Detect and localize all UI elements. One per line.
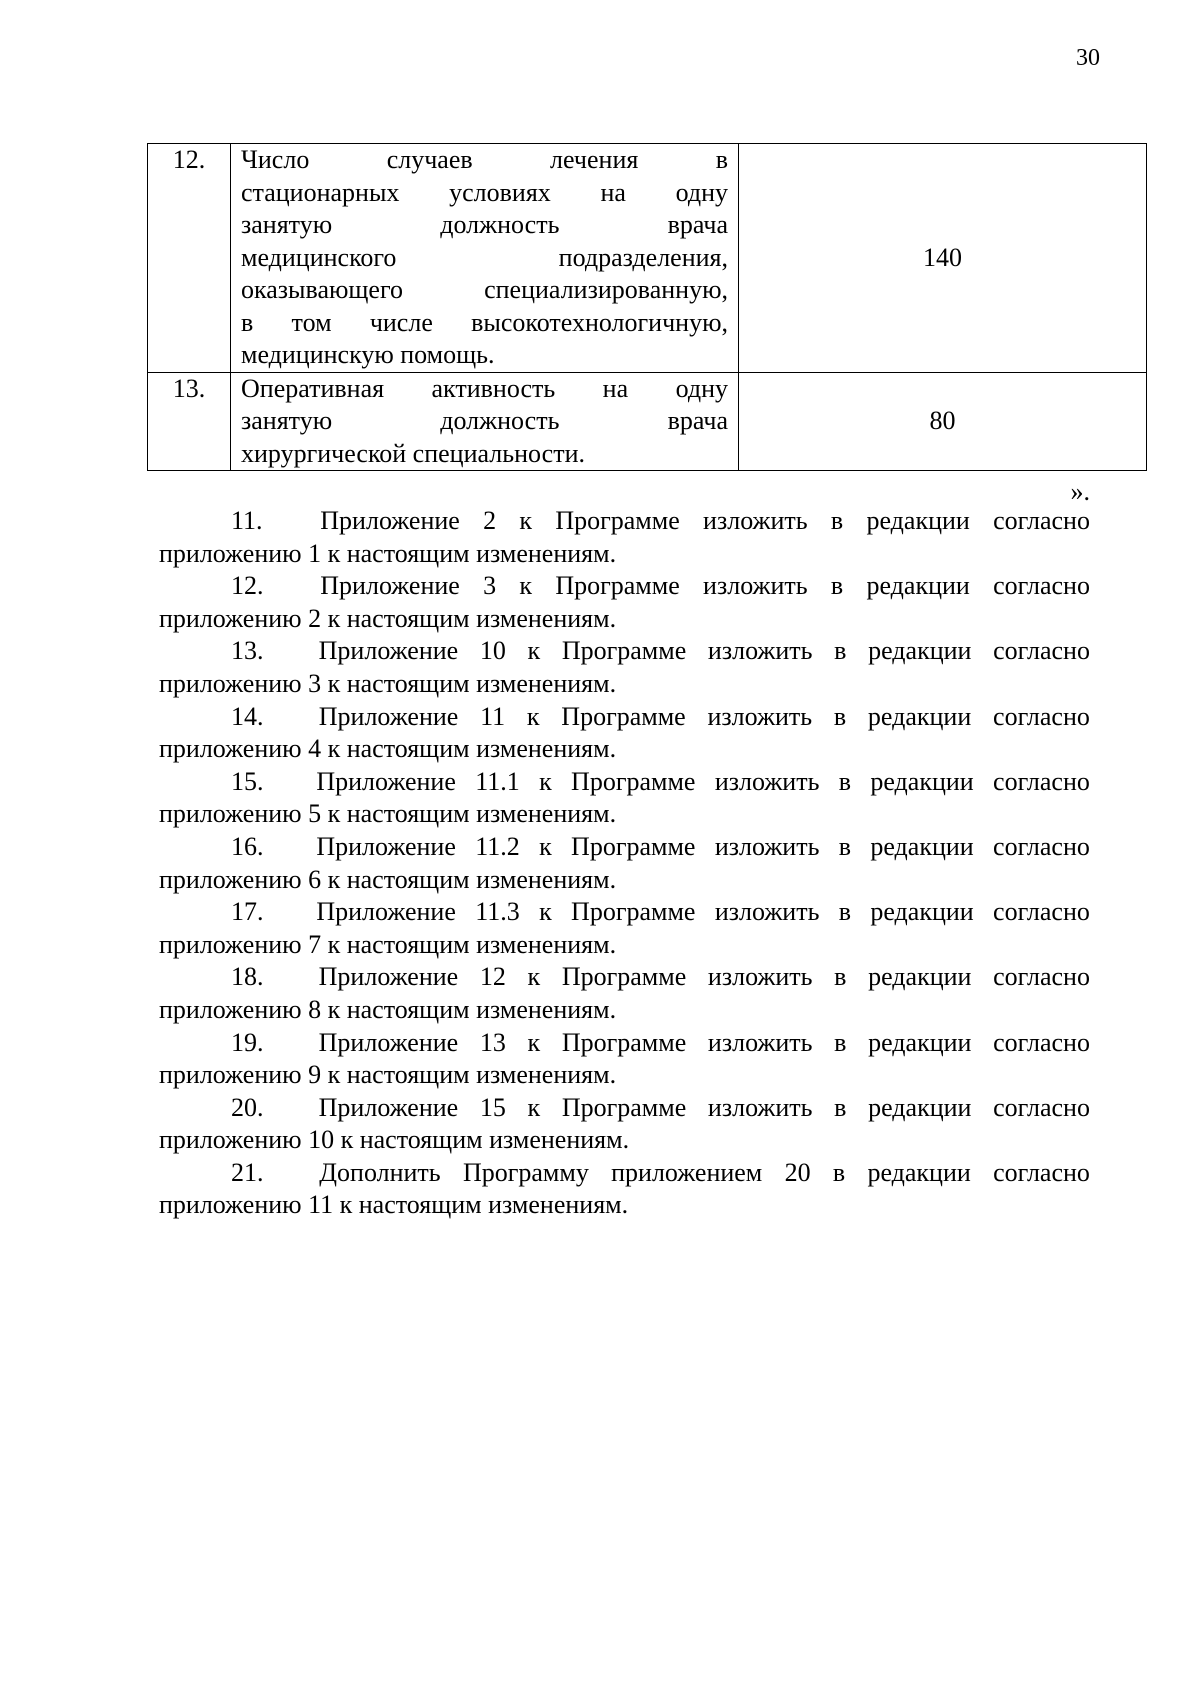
amendment-item-word: согласно [993, 897, 1090, 927]
amendment-item-word: Приложение [316, 766, 456, 796]
indicators-table [147, 143, 1147, 471]
amendment-item-word: Программе [571, 831, 696, 861]
amendment-item-first-line [159, 766, 1090, 799]
amendment-item [159, 701, 1090, 766]
amendment-item-continuation: приложению 8 к настоящим изменениям. [159, 994, 617, 1024]
indicator-description-line: оказывающего специализированную, [241, 275, 728, 304]
amendment-item-word: к [527, 1027, 541, 1057]
amendment-item [159, 505, 1090, 570]
amendment-item-continuation: приложению 1 к настоящим изменениям. [159, 538, 617, 568]
indicator-description-line: стационарных условиях на одну [241, 177, 728, 207]
amendment-item-word: изложить [707, 962, 813, 992]
amendment-item-word: изложить [703, 571, 808, 601]
amendment-item-number: 16. [231, 831, 264, 861]
amendment-item [159, 831, 1090, 896]
amendment-item-word: Приложение [318, 1027, 459, 1057]
amendment-item-word: приложением [611, 1157, 763, 1187]
amendment-item-word: к [519, 506, 533, 535]
amendment-item-word: изложить [714, 766, 820, 796]
amendment-item-word: в [834, 1092, 847, 1122]
indicator-description-line: медицинскую помощь. [241, 340, 495, 369]
amendment-item-first-line [159, 896, 1090, 929]
indicator-value: 140 [739, 144, 1147, 373]
amendment-item-continuation: приложению 4 к настоящим изменениям. [159, 734, 617, 764]
indicator-value: 80 [739, 372, 1147, 471]
amendment-item-word: Приложение [318, 962, 459, 992]
amendment-item-word: 11.2 [475, 831, 520, 861]
amendment-item-word: 2 [483, 506, 497, 535]
amendment-item-word: редакции [867, 1157, 971, 1187]
amendment-item-word: в [834, 636, 847, 666]
amendment-item-number: 19. [231, 1027, 264, 1057]
closing-quote: ». [1070, 477, 1090, 506]
amendment-item-first-line [159, 635, 1090, 668]
amendment-item-first-line [159, 1157, 1090, 1190]
page-number: 30 [1076, 45, 1100, 71]
amendment-item-word: изложить [714, 897, 820, 927]
amendment-item-word: 10 [479, 636, 506, 666]
amendment-item-word: редакции [866, 506, 970, 535]
amendment-item-word: к [526, 701, 540, 731]
indicator-description-line: Оперативная активность на одну [241, 373, 728, 403]
amendment-item-word: Приложение [318, 701, 459, 731]
amendment-item-word: согласно [993, 1027, 1090, 1057]
amendment-item-word: Приложение [318, 1092, 459, 1122]
amendment-item-word: в [838, 766, 852, 796]
amendment-item-continuation: приложению 6 к настоящим изменениям. [159, 864, 617, 894]
amendment-item-word: 12 [479, 962, 506, 992]
amendment-item-word: к [539, 766, 552, 796]
amendment-item-word: согласно [993, 766, 1090, 796]
amendment-item-word: в [838, 831, 852, 861]
amendment-item-number: 21. [231, 1157, 264, 1187]
amendment-item-word: в [838, 897, 852, 927]
amendment-item-word: 13 [479, 1027, 506, 1057]
amendment-item-word: редакции [870, 897, 974, 927]
amendment-item-word: согласно [993, 506, 1090, 535]
amendment-item-word: Приложение [316, 897, 456, 927]
amendment-item-word: в [834, 962, 847, 992]
table-row [148, 372, 1147, 471]
amendment-item-first-line [159, 570, 1090, 603]
amendment-item-word: 11.1 [475, 766, 520, 796]
amendment-item-word: Программе [561, 701, 686, 731]
amendment-item-continuation: приложению 5 к настоящим изменениям. [159, 799, 617, 829]
amendment-item-word: изложить [707, 1092, 813, 1122]
amendment-item-word: в [834, 1027, 847, 1057]
amendment-item [159, 570, 1090, 635]
amendment-item-word: 3 [483, 571, 497, 601]
amendment-item-word: изложить [707, 701, 813, 731]
amendment-item [159, 961, 1090, 1026]
amendment-item-first-line [159, 505, 1090, 538]
amendment-item [159, 635, 1090, 700]
amendment-item-continuation: приложению 7 к настоящим изменениям. [159, 929, 617, 959]
amendment-item-word: в [830, 571, 844, 601]
amendment-item-continuation: приложению 3 к настоящим изменениям. [159, 668, 617, 698]
amendment-item-word: согласно [993, 1092, 1090, 1122]
amendment-item [159, 1092, 1090, 1157]
amendment-item-word: к [527, 962, 541, 992]
amendment-item-word: Программе [571, 897, 696, 927]
indicator-description-line: в том числе высокотехнологичную, [241, 307, 728, 337]
indicator-description [231, 144, 739, 373]
amendment-item-word: к [527, 636, 541, 666]
amendment-item-word: согласно [993, 571, 1090, 601]
indicator-description [231, 372, 739, 471]
amendment-item-continuation: приложению 9 к настоящим изменениям. [159, 1060, 617, 1090]
amendment-item-word: Программе [561, 636, 687, 666]
amendment-item-word: в [833, 701, 847, 731]
amendment-item-number: 17. [231, 897, 264, 927]
amendment-item-word: согласно [993, 701, 1090, 731]
amendment-item-number: 15. [231, 766, 264, 796]
amendment-item-number: 12. [231, 571, 264, 601]
amendment-item [159, 1027, 1090, 1092]
indicators-table-body [148, 144, 1147, 471]
amendment-item-word: Программе [555, 506, 680, 535]
amendment-item-number: 11. [231, 506, 263, 535]
indicator-description-line: занятую должность врача [241, 406, 728, 435]
amendment-item-word: 11.3 [475, 897, 520, 927]
indicator-description-line: Число случаев лечения в [241, 145, 728, 174]
amendment-item-word: Программе [561, 1092, 687, 1122]
amendment-item-word: 11 [480, 701, 506, 731]
amendment-item-word: согласно [993, 962, 1090, 992]
amendment-item-word: редакции [868, 962, 972, 992]
amendment-item-first-line [159, 1092, 1090, 1125]
amendment-item-continuation: приложению 2 к настоящим изменениям. [159, 603, 617, 633]
amendment-item-first-line [159, 1027, 1090, 1060]
amendment-item-word: согласно [993, 831, 1090, 861]
amendment-item-word: Программе [571, 766, 696, 796]
amendment-item-word: изложить [714, 831, 820, 861]
row-number: 13. [148, 372, 231, 471]
amendment-item-word: Программе [555, 571, 680, 601]
amendment-item-continuation: приложению 10 к настоящим изменениям. [159, 1125, 630, 1155]
amendment-item-word: редакции [868, 1027, 972, 1057]
amendment-item-word: редакции [867, 701, 972, 731]
amendment-item-word: редакции [870, 831, 974, 861]
amendment-item-word: согласно [993, 1157, 1090, 1187]
amendment-item-word: Приложение [316, 831, 456, 861]
indicator-description-line: хирургической специальности. [241, 438, 585, 468]
amendment-item-word: Приложение [320, 571, 460, 601]
amendment-item-word: Программе [561, 962, 687, 992]
amendment-item-word: Программе [561, 1027, 687, 1057]
amendment-item-continuation: приложению 11 к настоящим изменениям. [159, 1190, 629, 1220]
amendment-item-first-line [159, 701, 1090, 734]
row-number: 12. [148, 144, 231, 373]
amendment-item-word: редакции [868, 1092, 972, 1122]
amendment-item-word: к [539, 897, 552, 927]
amendment-item-word: согласно [993, 636, 1090, 666]
indicator-description-line: занятую должность врача [241, 210, 728, 239]
amendment-item-word: 15 [479, 1092, 506, 1122]
amendment-item-word: редакции [870, 766, 974, 796]
amendment-items-list [159, 505, 1090, 1222]
amendment-item-word: Дополнить [319, 1157, 441, 1187]
amendment-item-word: к [519, 571, 533, 601]
amendment-item [159, 766, 1090, 831]
amendment-item-word: Приложение [320, 506, 460, 535]
amendment-item-word: редакции [866, 571, 970, 601]
amendment-item-word: редакции [868, 636, 972, 666]
amendment-item-word: к [539, 831, 552, 861]
amendment-item [159, 896, 1090, 961]
amendment-item-word: к [527, 1092, 541, 1122]
amendment-item-number: 20. [231, 1092, 264, 1122]
amendment-item-first-line [159, 961, 1090, 994]
amendment-item-word: в [830, 506, 844, 535]
amendment-item-word: 20 [784, 1157, 811, 1187]
table-row [148, 144, 1147, 373]
amendment-item-word: в [832, 1157, 846, 1187]
amendment-item [159, 1157, 1090, 1222]
amendment-item-word: изложить [703, 506, 808, 535]
amendment-item-word: Программу [462, 1157, 589, 1187]
amendment-item-word: изложить [707, 1027, 813, 1057]
indicator-description-line: медицинского подразделения, [241, 242, 728, 272]
amendment-item-first-line [159, 831, 1090, 864]
amendment-item-number: 18. [231, 962, 264, 992]
amendment-item-word: Приложение [318, 636, 459, 666]
amendment-item-number: 13. [231, 636, 264, 666]
amendment-item-number: 14. [231, 701, 264, 731]
amendment-item-word: изложить [707, 636, 813, 666]
